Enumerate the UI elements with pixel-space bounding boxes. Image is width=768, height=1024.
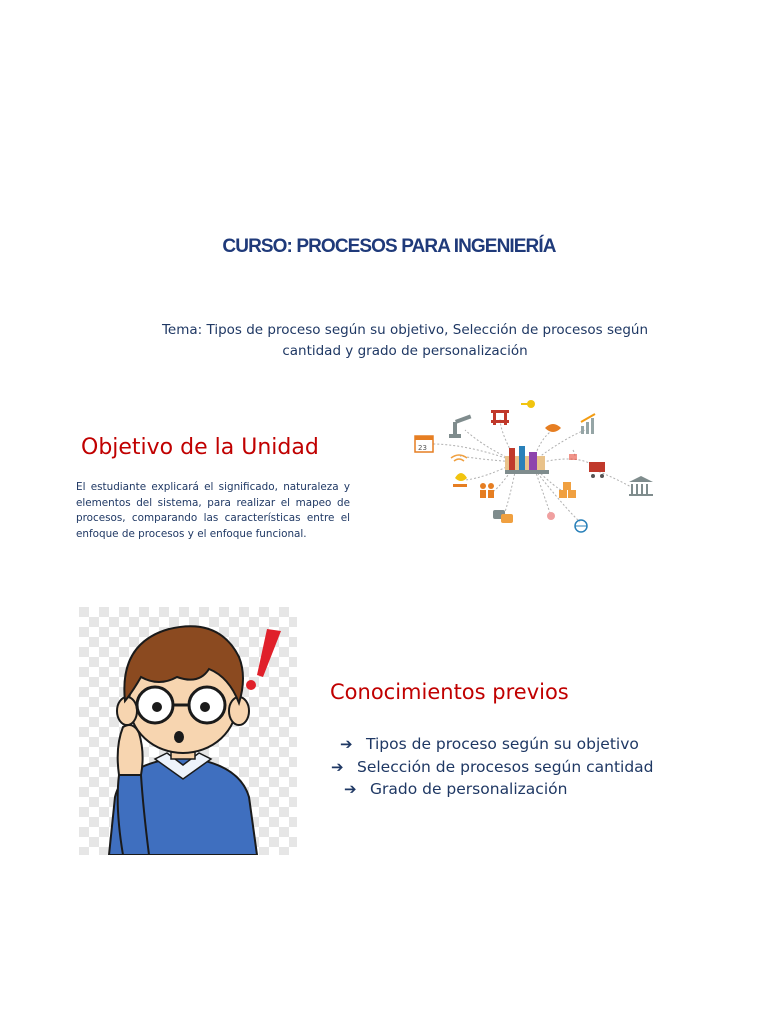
people-icon: [480, 483, 494, 498]
objective-text: El estudiante explicará el significado, naturaleza y elementos del sistema, para realizar el mapeo de procesos, comparando las características entre el enfoque de procesos y el enfoque funcional.: [76, 481, 350, 540]
lock-icon: [569, 454, 577, 460]
gear-icon: [547, 512, 555, 520]
gate-icon: [491, 410, 509, 425]
factory-icon: [505, 446, 549, 474]
bank-icon: [629, 476, 653, 496]
arrow-right-icon: ➔: [344, 780, 357, 798]
list-item-label: Tipos de proceso según su objetivo: [366, 735, 639, 753]
arrow-right-icon: ➔: [340, 735, 353, 753]
wifi-icon: [451, 455, 467, 461]
list-item: [344, 780, 567, 798]
thinking-student-icon: [79, 607, 297, 855]
chat-icon: [493, 510, 513, 523]
plant-hand-icon: [453, 473, 467, 487]
handshake-icon: [545, 424, 561, 432]
course-title: CURSO: PROCESOS PARA INGENIERÍA: [222, 236, 556, 257]
list-item-label: Selección de procesos según cantidad: [357, 758, 654, 776]
topic-text: Tema: Tipos de proceso según su objetivo, Selección de procesos según cantidad y grado de personalización: [161, 322, 649, 359]
shopping-cart-icon: [589, 462, 605, 478]
arrow-right-icon: ➔: [331, 758, 344, 776]
svg-text:23: 23: [418, 444, 427, 452]
list-item-label: Grado de personalización: [370, 780, 568, 798]
process-network-icon: [405, 398, 665, 538]
objective-heading: Objetivo de la Unidad: [81, 435, 319, 460]
globe-icon: [575, 520, 587, 532]
list-item: [331, 758, 654, 776]
growth-chart-icon: [581, 414, 595, 434]
calendar-icon: [415, 436, 433, 452]
list-item: [340, 735, 639, 753]
robot-arm-icon: [449, 415, 471, 438]
key-icon: [521, 400, 535, 408]
boxes-icon: [559, 482, 576, 498]
prior-knowledge-heading: Conocimientos previos: [330, 680, 569, 704]
